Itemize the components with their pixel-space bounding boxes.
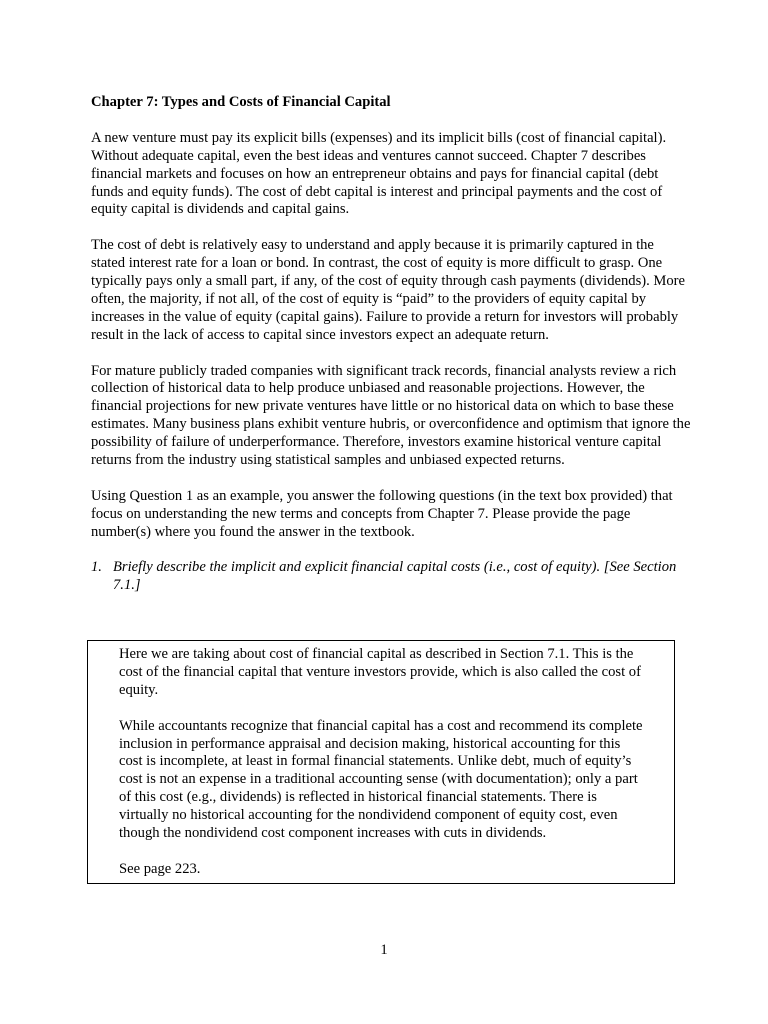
page-number: 1 <box>380 942 388 958</box>
cost-of-debt-paragraph: The cost of debt is relatively easy to understand and apply because it is primarily captured in the stated interest rate for a loan or bond. In contrast, the cost of equity is more difficult to grasp. One typically pays only a small part, if any, of the cost of equity through cash payments (dividends). More often, the majority, if not all, of the cost of equity is “paid” to the providers of equity capital by increases in the value of equity (capital gains). Failure to provide a return for investors will probably result in the lack of access to capital since investors expect an adequate return. <box>91 237 686 343</box>
question-number: 1. <box>91 559 102 576</box>
instructions-paragraph: Using Question 1 as an example, you answer the following questions (in the text box provided) that focus on understanding the new terms and concepts from Chapter 7. Please provide the page number(s) where you found the answer in the textbook. <box>91 487 673 540</box>
answer-paragraph-2: While accountants recognize that financial capital has a cost and recommend its complete inclusion in performance appraisal and decision making, historical accounting for this cost is incomplete, at least in formal financial statements. Unlike debt, much of equity’s cost is not an expense in a traditional accounting sense (with documentation); only a part of this cost (e.g., dividends) is reflected in historical financial statements. There is virtually no historical accounting for the nondividend component of equity cost, even though the nondividend cost component increases with cuts in dividends. <box>119 717 643 842</box>
answer-text-box[interactable] <box>87 640 675 884</box>
intro-paragraph: A new venture must pay its explicit bills (expenses) and its implicit bills (cost of financial capital). Without adequate capital, even the best ideas and ventures cannot succeed. Chapter 7 describes financial markets and focuses on how an entrepreneur obtains and pays for financial capital (debt funds and equity funds). The cost of debt capital is interest and principal payments and the cost of equity capital is dividends and capital gains. <box>91 129 667 218</box>
answer-page-reference: See page 223. <box>119 860 201 877</box>
chapter-title: Chapter 7: Types and Costs of Financial Capital <box>91 94 391 110</box>
answer-paragraph-1: Here we are taking about cost of financial capital as described in Section 7.1. This is the cost of the financial capital that venture investors provide, which is also called the cost of equity. <box>119 646 641 698</box>
question-text: Briefly describe the implicit and explicit financial capital costs (i.e., cost of equity). [See Section 7.1.] <box>113 559 677 594</box>
document-body <box>91 94 691 607</box>
projections-paragraph: For mature publicly traded companies with significant track records, financial analysts review a rich collection of historical data to help produce unbiased and reasonable projections. However, the financial projections for new private ventures have little or no historical data on which to base these estimates. Many business plans exhibit venture hubris, or overconfidence and optimism that ignore the possibility of failure of underperformance. Therefore, investors examine historical venture capital returns from the industry using statistical samples and unbiased expected returns. <box>91 362 691 469</box>
question-1 <box>91 559 691 595</box>
